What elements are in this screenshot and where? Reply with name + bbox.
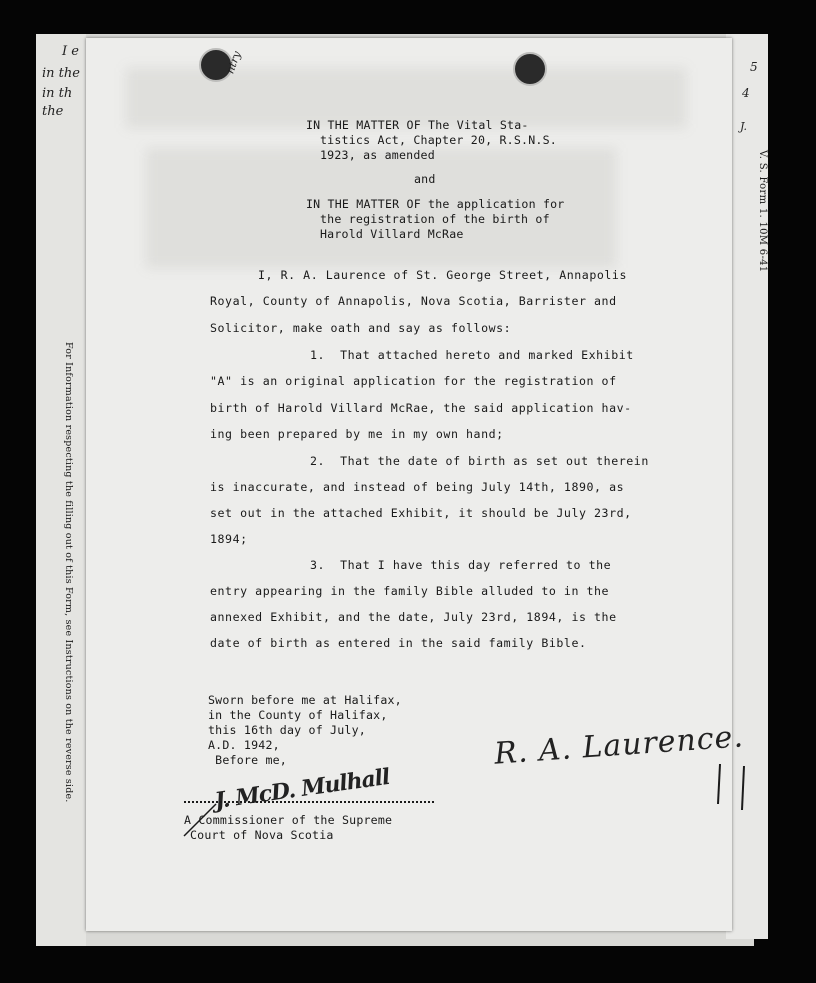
- body-line: is inaccurate, and instead of being July 14th, 1890, as: [210, 480, 625, 494]
- caption-and: and: [414, 172, 436, 186]
- jurat-line: A.D. 1942,: [208, 738, 280, 752]
- left-handwriting-3: in th: [42, 86, 73, 101]
- body-line: entry appearing in the family Bible alluded to in the: [210, 584, 610, 598]
- jurat-line: Sworn before me at Halifax,: [208, 693, 402, 707]
- body-line: birth of Harold Villard McRae, the said application hav-: [210, 401, 632, 415]
- right-handwriting-2: 4: [742, 86, 750, 100]
- caption-line: 1923, as amended: [320, 148, 435, 162]
- caption-line: IN THE MATTER OF the application for: [306, 197, 565, 211]
- left-handwriting-4: the: [42, 104, 64, 119]
- jurat-line: Before me,: [208, 753, 287, 767]
- commissioner-title: A Commissioner of the Supreme: [184, 813, 393, 827]
- punch-hole: [513, 52, 547, 86]
- body-line: date of birth as entered in the said family Bible.: [210, 636, 587, 650]
- left-handwriting-1: I e: [62, 44, 79, 59]
- body-line: 1. That attached hereto and marked Exhibit: [310, 348, 634, 362]
- body-line: annexed Exhibit, and the date, July 23rd, 1894, is the: [210, 610, 617, 624]
- body-line: set out in the attached Exhibit, it should be July 23rd,: [210, 506, 632, 520]
- right-handwriting-3: J.: [740, 120, 748, 133]
- body-line: Royal, County of Annapolis, Nova Scotia, Barrister and: [210, 294, 617, 308]
- left-handwriting-2: in the: [42, 66, 80, 81]
- signature-dotted-line: [184, 801, 434, 803]
- body-line: I, R. A. Laurence of St. George Street, Annapolis: [258, 268, 627, 282]
- deponent-signature: R. A. Laurence.: [493, 719, 745, 772]
- commissioner-signature: J. McD. Mulhall: [213, 763, 392, 815]
- body-line: 3. That I have this day referred to the: [310, 558, 612, 572]
- right-handwriting-1: 5: [750, 60, 758, 74]
- margin-marks: [712, 760, 752, 820]
- form-number-vertical: V. S. Form 1. 10M 6-41: [757, 150, 768, 273]
- caption-line: Harold Villard McRae: [320, 227, 464, 241]
- body-line: ing been prepared by me in my own hand;: [210, 427, 504, 441]
- instructions-note-vertical: For Information respecting the filling out of this Form, see Instructions on the reverse side.: [63, 342, 74, 803]
- caption-line: the registration of the birth of: [320, 212, 550, 226]
- left-margin-strip: [36, 34, 86, 946]
- body-line: 2. That the date of birth as set out therein: [310, 454, 649, 468]
- jurat-line: in the County of Halifax,: [208, 708, 388, 722]
- body-line: Solicitor, make oath and say as follows:: [210, 321, 512, 335]
- commissioner-title: Court of Nova Scotia: [190, 828, 334, 842]
- body-line: "A" is an original application for the registration of: [210, 374, 617, 388]
- top-handwriting-fragment: ntry: [223, 49, 244, 76]
- caption-line: IN THE MATTER OF The Vital Sta-: [306, 118, 529, 132]
- caption-line: tistics Act, Chapter 20, R.S.N.S.: [320, 133, 557, 147]
- body-line: 1894;: [210, 532, 248, 546]
- jurat-line: this 16th day of July,: [208, 723, 366, 737]
